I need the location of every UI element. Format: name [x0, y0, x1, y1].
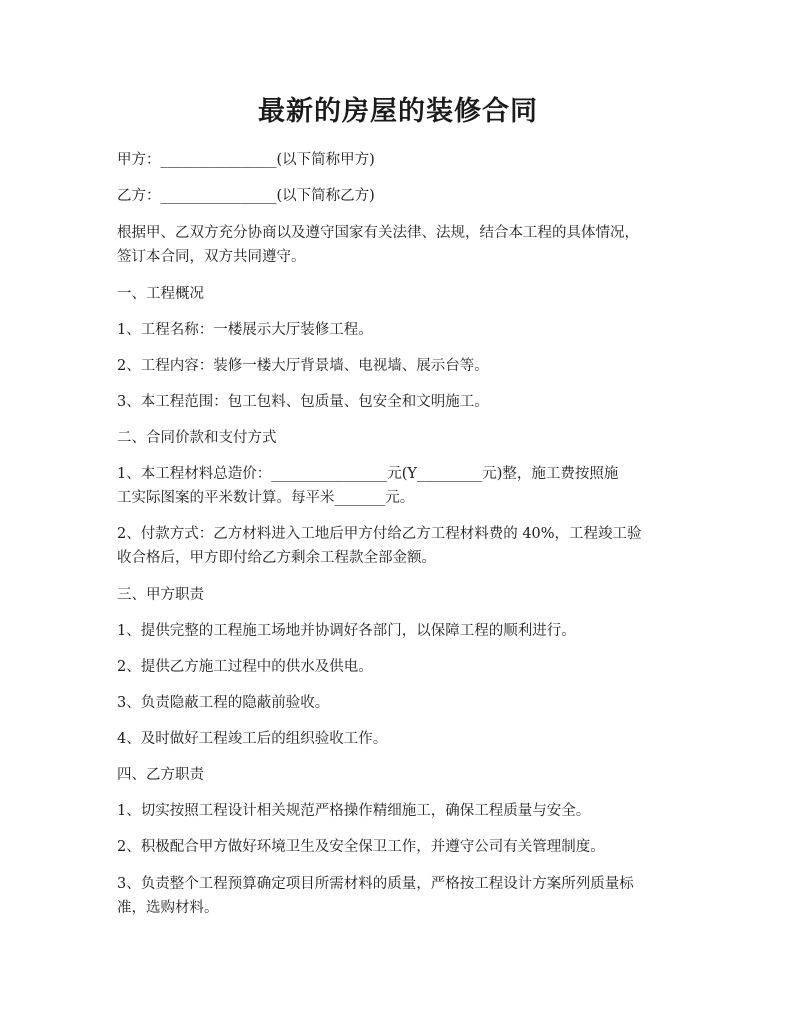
section-1-item-1: 1、工程名称：一楼展示大厅装修工程。 [117, 322, 373, 338]
section-3-item-4: 4、及时做好工程竣工后的组织验收工作。 [117, 731, 388, 747]
section-2-heading: 二、合同价款和支付方式 [117, 430, 277, 446]
intro-line-2: 签订本合同，双方共同遵守。 [117, 249, 306, 265]
section-2-item-2-line-2: 收合格后，甲方即付给乙方剩余工程款全部金额。 [117, 550, 436, 566]
section-2-item-2-line-1: 2、付款方式：乙方材料进入工地后甲方付给乙方工程材料费的 40%，工程竣工验 [117, 526, 642, 542]
section-3-heading: 三、甲方职责 [117, 587, 204, 603]
section-1-item-3: 3、本工程范围：包工包料、包质量、包安全和文明施工。 [117, 394, 489, 410]
section-1-item-2: 2、工程内容：装修一楼大厅背景墙、电视墙、展示台等。 [117, 358, 489, 374]
section-4-item-3-line-1: 3、负责整个工程预算确定项目所需材料的质量，严格按工程设计方案所列质量标 [117, 876, 634, 892]
section-4-item-2: 2、积极配合甲方做好环境卫生及安全保卫工作，并遵守公司有关管理制度。 [117, 839, 605, 855]
section-3-item-3: 3、负责隐蔽工程的隐蔽前验收。 [117, 695, 330, 711]
section-4-item-3-line-2: 准，选购材料。 [117, 900, 219, 916]
section-2-item-1-line-2: 工实际图案的平米数计算。每平米_______元。 [117, 490, 415, 506]
party-a-line: 甲方：________________(以下简称甲方) [117, 152, 375, 168]
section-3-item-1: 1、提供完整的工程施工场地并协调好各部门，以保障工程的顺利进行。 [117, 623, 576, 639]
party-b-line: 乙方：________________(以下简称乙方) [117, 188, 375, 204]
section-3-item-2: 2、提供乙方施工过程中的供水及供电。 [117, 659, 373, 675]
intro-line-1: 根据甲、乙双方充分协商以及遵守国家有关法律、法规，结合本工程的具体情况， [117, 225, 639, 241]
section-4-item-1: 1、切实按照工程设计相关规范严格操作精细施工，确保工程质量与安全。 [117, 803, 591, 819]
section-2-item-1-line-1: 1、本工程材料总造价：________________元(Y_________元)整，施工费按照施 [117, 466, 619, 482]
section-1-heading: 一、工程概况 [117, 286, 204, 302]
document-title: 最新的房屋的装修合同 [258, 96, 538, 127]
section-4-heading: 四、乙方职责 [117, 767, 204, 783]
